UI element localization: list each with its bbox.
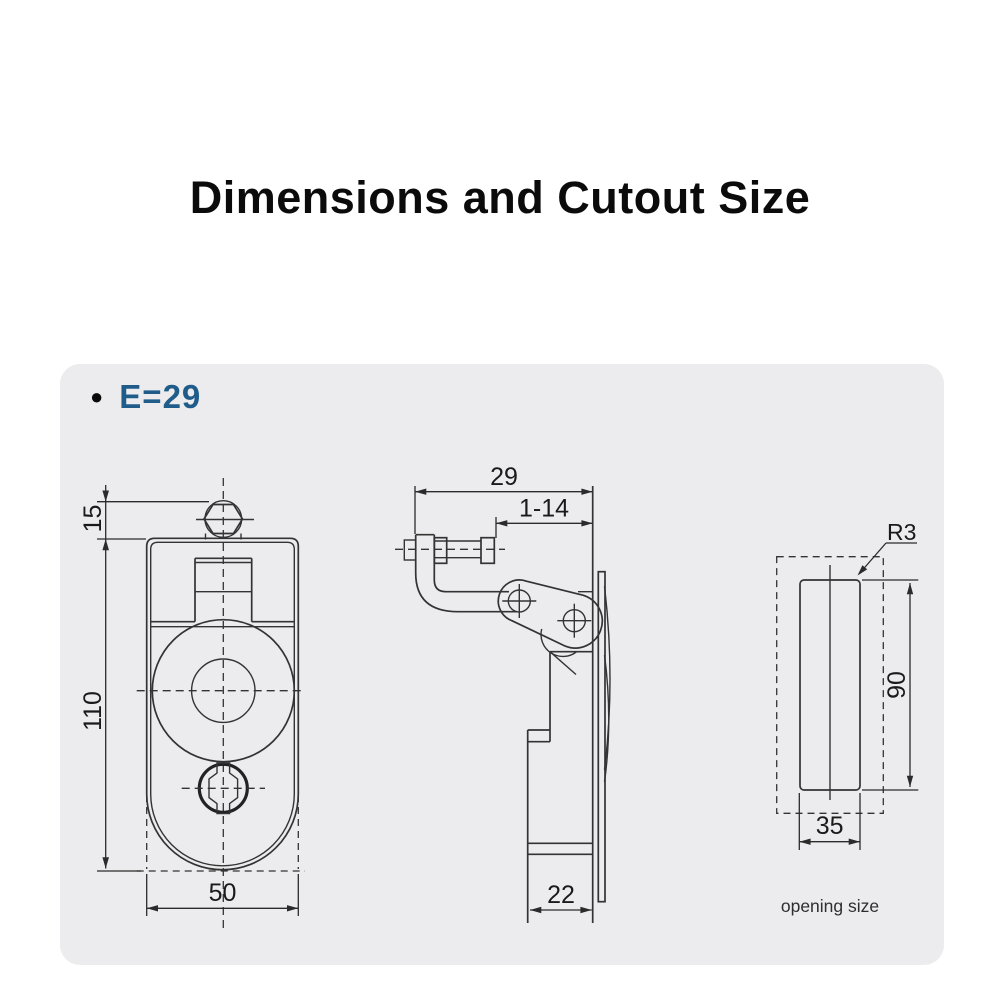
dim-front-top-offset: 15 — [79, 504, 107, 533]
cutout-view-drawing — [777, 519, 919, 916]
corner-radius-callout — [858, 519, 918, 576]
dim-side-depth: 22 — [547, 881, 575, 909]
pawl-slot — [151, 558, 295, 626]
dim-grip-range: 1-14 — [518, 494, 570, 523]
side-body-depth-dimension — [530, 881, 592, 913]
page-title: Dimensions and Cutout Size — [189, 172, 811, 223]
dim-corner-radius: R3 — [887, 519, 917, 545]
front-width-dimension — [147, 874, 299, 916]
dim-front-width: 50 — [208, 879, 237, 907]
push-button-circle — [137, 620, 305, 762]
dim-cutout-height: 90 — [883, 671, 911, 699]
latch-housing-side — [528, 486, 593, 923]
dim-side-width: 29 — [490, 463, 518, 491]
latch-body-outline — [147, 538, 299, 869]
bullet-marker: ● — [90, 384, 104, 409]
cutout-height-dimension — [862, 580, 918, 790]
hex-bolt-head — [196, 501, 254, 540]
dim-cutout-width: 35 — [815, 812, 844, 840]
grip-range-dimension — [496, 495, 593, 539]
dim-front-height: 110 — [79, 691, 107, 731]
side-view-drawing — [395, 463, 610, 923]
adjustment-screw — [395, 538, 505, 564]
panel-heading-text: E=29 — [119, 378, 202, 415]
cutout-width-dimension — [799, 793, 860, 850]
lever-arm — [416, 535, 517, 612]
mounting-flange — [598, 572, 610, 902]
dimensions-panel — [60, 364, 944, 965]
technical-drawing — [60, 364, 944, 965]
cutout-caption: opening size — [780, 896, 880, 916]
front-view-drawing — [79, 478, 305, 932]
